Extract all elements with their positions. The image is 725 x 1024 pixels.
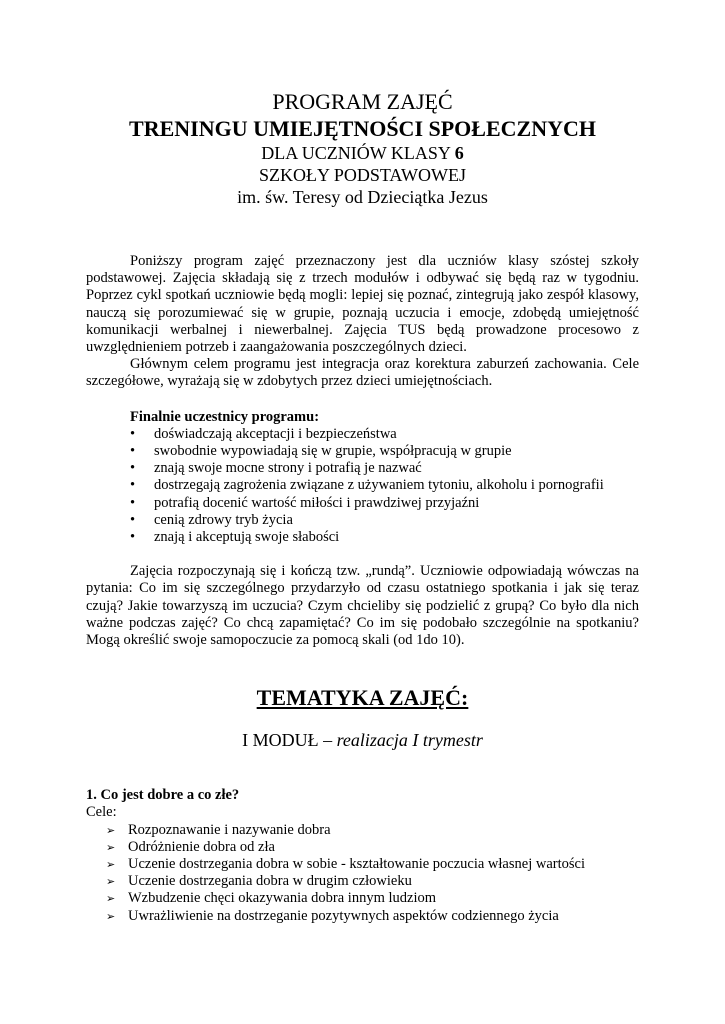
list-item <box>106 908 639 925</box>
title-line-3 <box>86 142 639 164</box>
list-item-text: Wzbudzenie chęci okazywania dobra innym ludziom <box>128 890 437 907</box>
module-term: realizacja I trymestr <box>336 730 483 751</box>
lesson-1-title: 1. Co jest dobre a co złe? <box>86 787 240 804</box>
class-label: DLA UCZNIÓW KLASY <box>261 143 451 163</box>
list-item-text: znają i akceptują swoje słabości <box>154 529 340 546</box>
title-block <box>86 0 639 208</box>
list-item <box>130 443 639 460</box>
list-item <box>106 839 639 856</box>
list-item <box>130 512 639 529</box>
list-item-text: Uczenie dostrzegania dobra w sobie - kształtowanie poczucia własnej wartości <box>128 856 585 873</box>
round-section <box>86 563 639 649</box>
list-item-text: doświadczają akceptacji i bezpieczeństwa <box>154 425 397 442</box>
list-item-text: dostrzegają zagrożenia związane z używaniem tytoniu, alkoholu i pornografii <box>154 477 604 494</box>
list-item <box>130 477 639 494</box>
title-line-2: TRENINGU UMIEJĘTNOŚCI SPOŁECZNYCH <box>129 116 596 141</box>
intro-paragraph-2: Głównym celem programu jest integracja oraz korektura zaburzeń zachowania. Cele szczegółowe, wyrażają się w zdobytych przez dzieci umiejętnościach. <box>86 356 639 390</box>
list-item <box>130 529 639 546</box>
list-item <box>106 856 639 873</box>
title-line-5: im. św. Teresy od Dzieciątka Jezus <box>237 187 488 207</box>
intro-paragraph-1: Poniższy program zajęć przeznaczony jest dla uczniów klasy szóstej szkoły podstawowej. Zajęcia składają się z trzech modułów i odbywać się będą raz w tygodniu. Poprzez cykl spotkań uczniowie będą mogli: lepiej się poznać, zintegrują jako zespół klasowy, nauczą się porozumiewać się w grupie, poznają uczucia i emocje, zdobędą umiejętność komunikacji werbalnej i niewerbalnej. Zajęcia TUS będą prowadzone procesowo z uwzględnieniem potrzeb i zaangażowania poszczególnych dzieci. <box>86 253 639 356</box>
list-item <box>130 460 639 477</box>
arrow-bullet-icon: ➢ <box>106 840 116 854</box>
list-item-text: Uwrażliwienie na dostrzeganie pozytywnych aspektów codziennego życia <box>128 907 559 924</box>
list-item-text: swobodnie wypowiadają się w grupie, współpracują w grupie <box>154 443 512 460</box>
arrow-bullet-icon: ➢ <box>106 875 116 889</box>
outcomes-heading: Finalnie uczestnicy programu: <box>130 408 320 425</box>
arrow-bullet-icon: ➢ <box>106 858 116 872</box>
arrow-bullet-icon: ➢ <box>106 909 116 923</box>
module-label: I MODUŁ – <box>242 730 333 751</box>
list-item-text: znają swoje mocne strony i potrafią je nazwać <box>154 460 422 477</box>
bullet-icon: • <box>130 529 136 546</box>
list-item <box>130 426 639 443</box>
list-item <box>130 495 639 512</box>
list-item-text: Rozpoznawanie i nazywanie dobra <box>128 821 331 838</box>
title-line-4: SZKOŁY PODSTAWOWEJ <box>259 165 466 185</box>
list-item <box>106 873 639 890</box>
round-paragraph: Zajęcia rozpoczynają się i kończą tzw. „rundą”. Uczniowie odpowiadają wówczas na pytania: Co im się szczególnego przydarzyło od czasu ostatniego spotkania i jak się teraz czują? Jakie towarzyszą im uczucia? Czym chcieliby się podzielić z grupą? Co było dla nich ważne podczas zajęć? Co chcą zapamiętać? Co im się podobało szczególnie na spotkaniu? Mogą określić swoje samopoczucie za pomocą skali (od 1do 10). <box>86 563 639 649</box>
class-number: 6 <box>454 143 464 163</box>
list-item <box>106 890 639 907</box>
list-item-text: Uczenie dostrzegania dobra w drugim człowieku <box>128 873 412 890</box>
bullet-icon: • <box>130 443 136 460</box>
goals-list <box>86 822 639 925</box>
goals-label: Cele: <box>86 804 117 821</box>
list-item-text: Odróżnienie dobra od zła <box>128 838 275 855</box>
intro-section <box>86 253 639 391</box>
title-line-1: PROGRAM ZAJĘĆ <box>272 89 453 114</box>
arrow-bullet-icon: ➢ <box>106 892 116 906</box>
topics-title: TEMATYKA ZAJĘĆ: <box>256 685 469 711</box>
bullet-icon: • <box>130 477 136 494</box>
bullet-icon: • <box>130 460 136 477</box>
arrow-bullet-icon: ➢ <box>106 823 116 837</box>
outcomes-section <box>86 409 639 547</box>
list-item-text: potrafią docenić wartość miłości i prawdziwej przyjaźni <box>154 494 480 511</box>
list-item-text: cenią zdrowy tryb życia <box>154 511 293 528</box>
list-item <box>106 822 639 839</box>
module-heading <box>86 729 639 751</box>
outcomes-list <box>130 426 639 546</box>
bullet-icon: • <box>130 511 136 528</box>
bullet-icon: • <box>130 425 136 442</box>
bullet-icon: • <box>130 494 136 511</box>
